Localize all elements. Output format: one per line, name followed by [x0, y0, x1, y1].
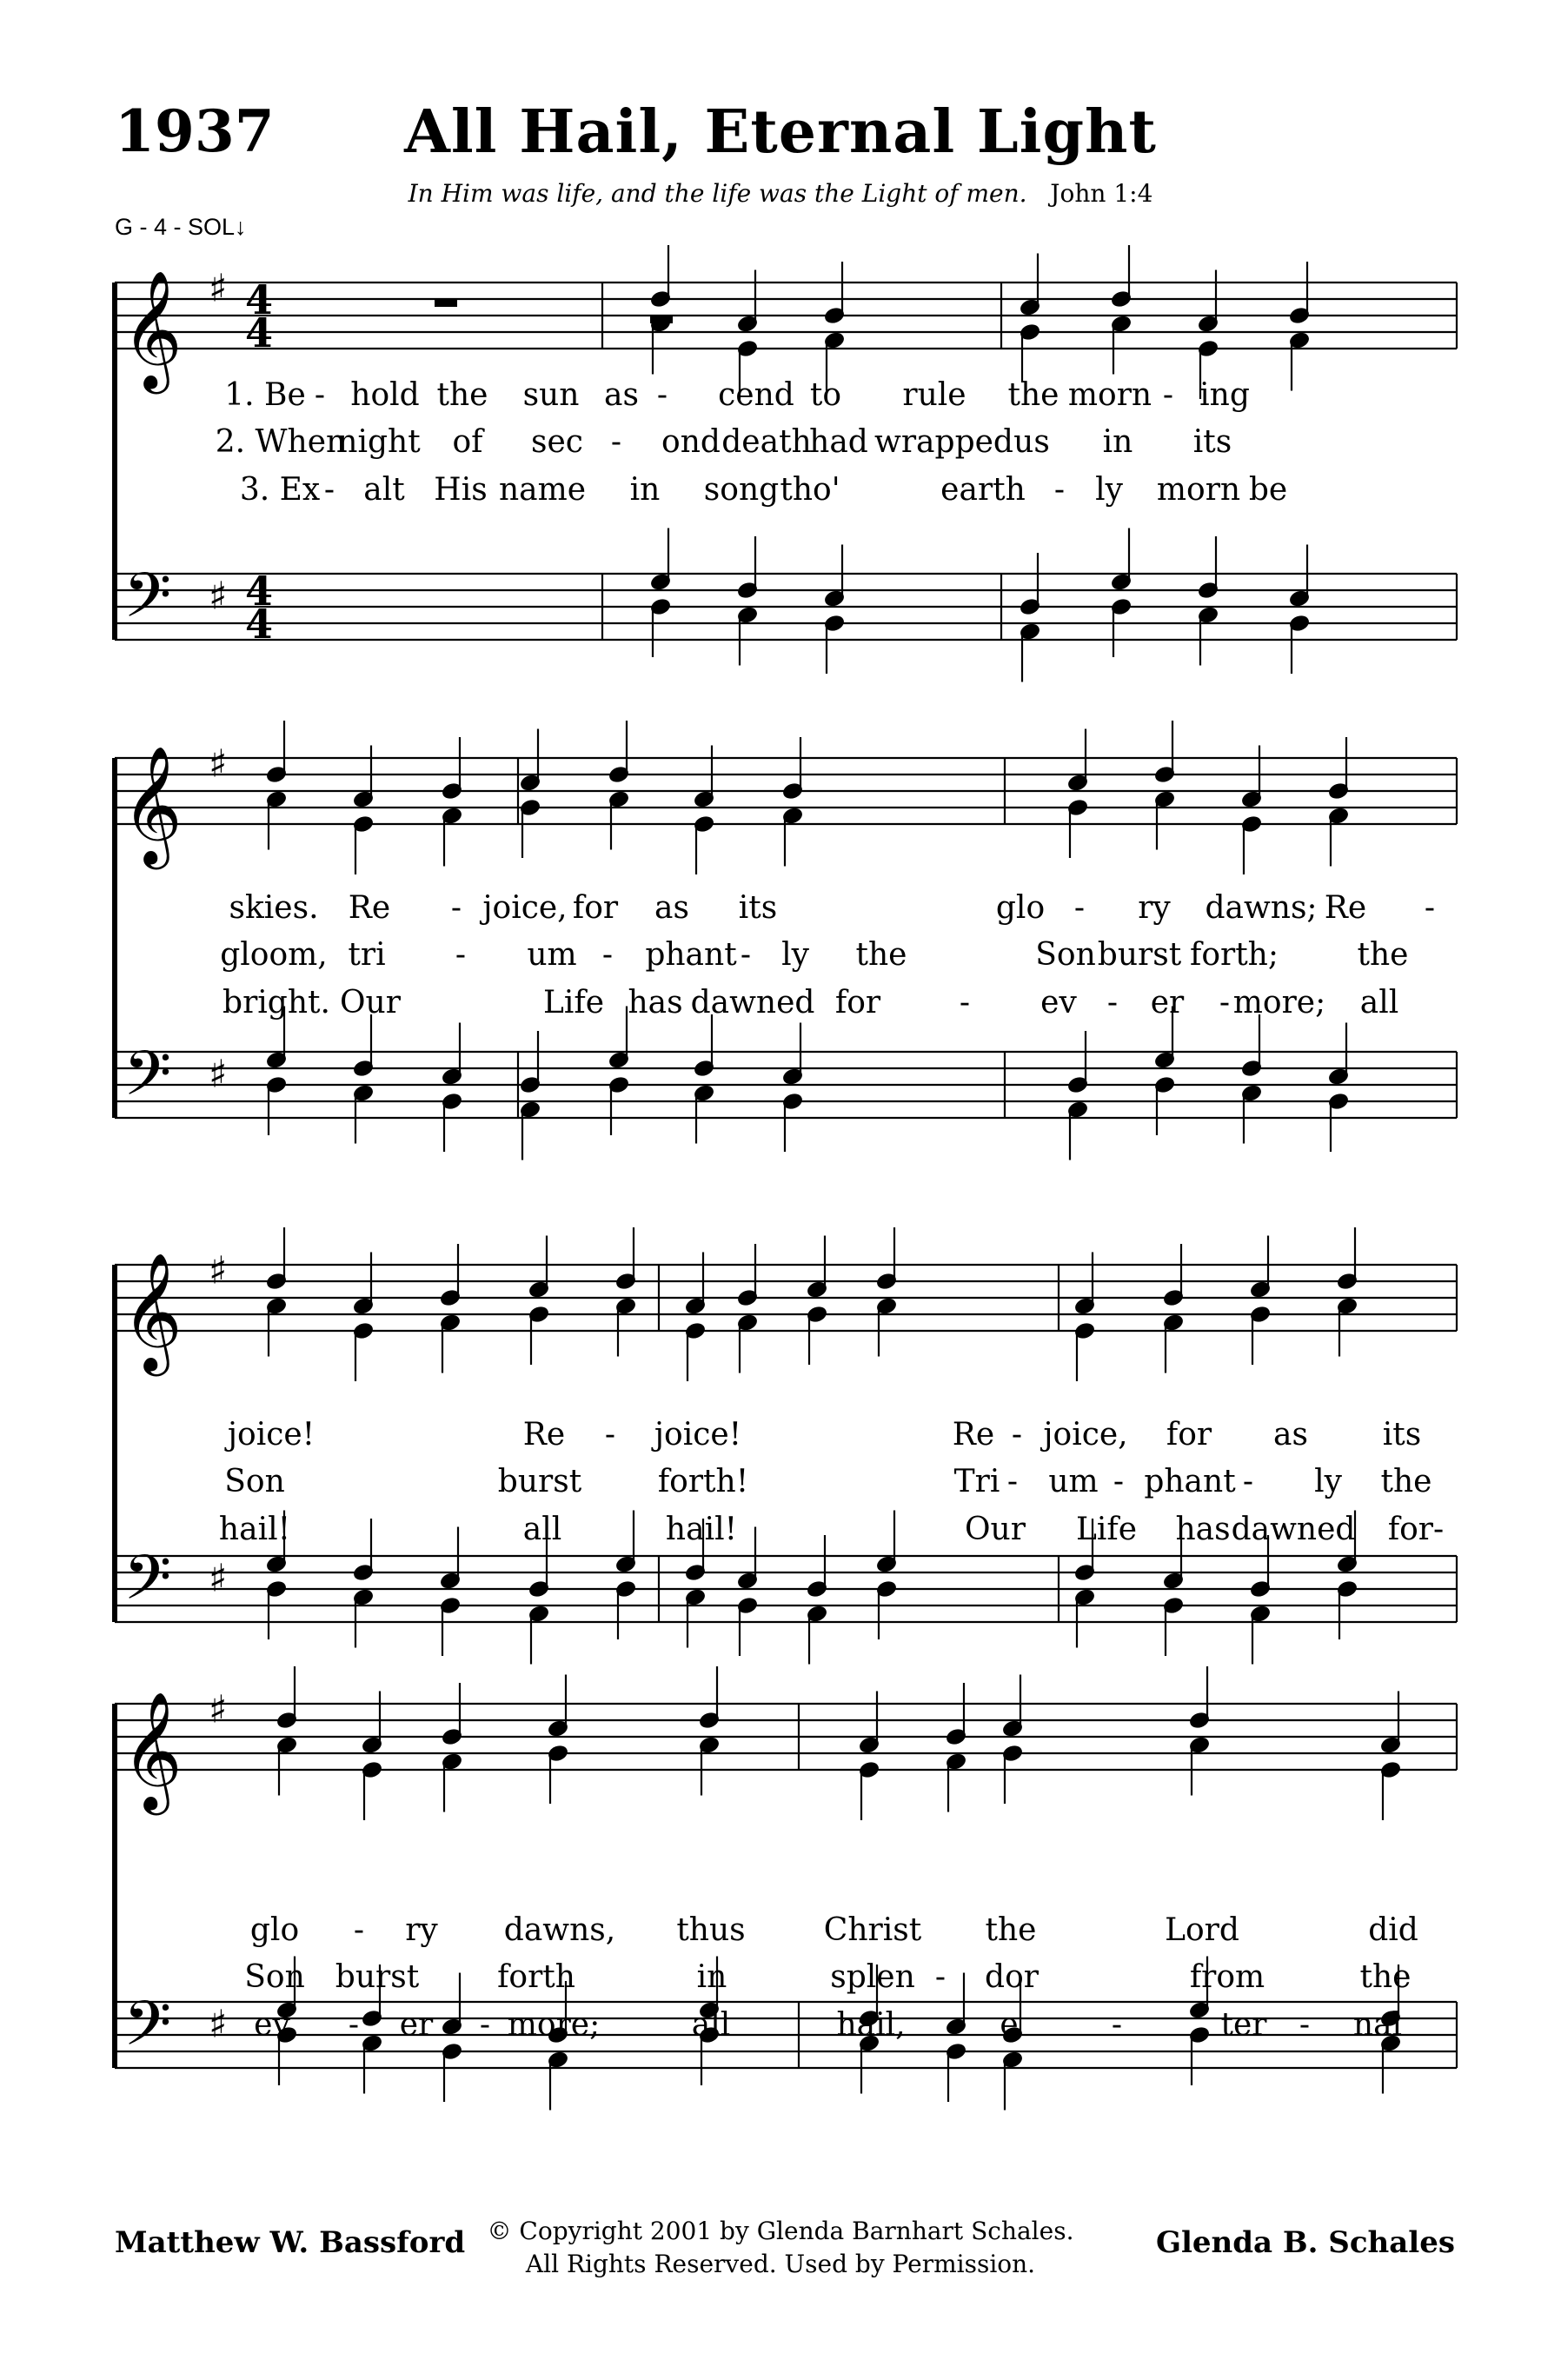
lyric-syllable: - — [604, 1417, 616, 1453]
lyric-syllable: bright. — [223, 985, 330, 1020]
lyric-syllable: has — [1175, 1512, 1231, 1547]
time-signature: 4 — [245, 276, 274, 323]
lyric-syllable: - — [323, 472, 335, 508]
lyric-syllable: all — [691, 2007, 731, 2043]
lyric-syllable: skies. — [229, 890, 319, 926]
sharp-icon: ♯ — [209, 2002, 228, 2047]
lyric-syllable: forth — [497, 1959, 575, 1995]
lyric-syllable: cend — [718, 377, 794, 413]
lyric-syllable: sec — [531, 424, 583, 460]
lyric-syllable: sun — [522, 377, 580, 413]
treble-clef-icon: 𝄞 — [122, 1251, 183, 1371]
lyric-syllable: - — [1424, 890, 1436, 926]
lyric-syllable: burst — [497, 1464, 582, 1499]
lyric-syllable: 1. Be — [224, 377, 306, 413]
lyric-syllable: forth! — [657, 1464, 749, 1499]
lyric-syllable: its — [738, 890, 778, 926]
lyric-syllable: ev — [1040, 985, 1077, 1020]
lyric-syllable: its — [1192, 424, 1232, 460]
lyric-syllable: morn — [1156, 472, 1241, 508]
lyric-syllable: glo — [995, 890, 1046, 926]
lyric-syllable: ry — [1138, 890, 1171, 926]
lyric-syllable: the — [985, 1912, 1037, 1948]
lyric-syllable: - — [1162, 377, 1174, 413]
lyric-syllable: Lord — [1165, 1912, 1239, 1948]
scripture-quote: In Him was life, and the life was the Light of men. — [408, 179, 1027, 208]
lyric-syllable: 2. When — [215, 424, 347, 460]
lyric-syllable: - — [1299, 2007, 1311, 2043]
lyric-syllable: tri — [348, 937, 386, 973]
lyric-syllable: its — [1382, 1417, 1422, 1453]
lyric-syllable: ev — [254, 2007, 290, 2043]
lyric-syllable: in — [1102, 424, 1133, 460]
lyric-syllable: us — [1013, 424, 1050, 460]
lyric-syllable: - — [348, 2007, 360, 2043]
lyric-syllable: the — [1380, 1464, 1432, 1499]
whole-rest-icon — [435, 299, 457, 307]
lyric-syllable: - — [1006, 1464, 1019, 1499]
words-author: Matthew W. Bassford — [115, 2225, 466, 2260]
lyric-syllable: as — [604, 377, 639, 413]
lyric-syllable: 3. Ex — [239, 472, 321, 508]
lyric-syllable: for — [1166, 1417, 1212, 1453]
hymn-number: 1937 — [115, 97, 275, 165]
lyric-syllable: Tri — [953, 1464, 1000, 1499]
lyric-syllable: Life — [542, 985, 605, 1020]
lyric-syllable: phant — [1144, 1464, 1236, 1499]
lyric-syllable: in — [696, 1959, 727, 1995]
lyric-syllable: hail, — [836, 2007, 906, 2043]
lyric-syllable: ter — [1220, 2007, 1267, 2043]
lyric-syllable: for- — [1387, 1512, 1445, 1547]
lyric-syllable: ond — [661, 424, 721, 460]
lyric-syllable: - — [656, 377, 668, 413]
lyric-syllable: Life — [1075, 1512, 1138, 1547]
lyric-syllable: had — [809, 424, 868, 460]
lyric-syllable: - — [610, 424, 622, 460]
lyric-syllable: nal — [1352, 2007, 1403, 2043]
sharp-icon: ♯ — [209, 1687, 228, 1732]
lyric-syllable: wrapped — [874, 424, 1013, 460]
lyric-syllable: ly — [781, 937, 809, 973]
lyric-syllable: burst — [335, 1959, 420, 1995]
lyric-syllable: gloom, — [220, 937, 328, 973]
treble-clef-icon: 𝄞 — [122, 269, 183, 389]
lyric-syllable: ry — [405, 1912, 438, 1948]
lyric-syllable: dawns; — [1205, 890, 1318, 926]
lyric-syllable: tho' — [780, 472, 840, 508]
lyric-syllable: - — [959, 985, 971, 1020]
lyric-syllable: - — [1053, 472, 1066, 508]
lyric-syllable: - — [1106, 985, 1119, 1020]
lyric-syllable: all — [522, 1512, 562, 1547]
lyric-syllable: in — [629, 472, 661, 508]
lyric-syllable: Son — [244, 1959, 305, 1995]
lyric-syllable: dawns, — [503, 1912, 616, 1948]
lyric-syllable: joice! — [227, 1417, 316, 1453]
lyric-syllable: alt — [363, 472, 405, 508]
lyric-syllable: dawned — [1231, 1512, 1356, 1547]
copyright-line-2: All Rights Reserved. Used by Permission. — [525, 2250, 1036, 2278]
lyric-syllable: phant — [645, 937, 737, 973]
sharp-icon: ♯ — [209, 574, 228, 619]
lyric-syllable: death — [721, 424, 812, 460]
lyric-syllable: - — [1111, 2007, 1123, 2043]
lyric-syllable: - — [740, 937, 752, 973]
lyric-syllable: er — [1150, 985, 1185, 1020]
lyric-syllable: Re — [348, 890, 391, 926]
lyric-syllable: joice! — [654, 1417, 742, 1453]
time-signature: 4 — [245, 601, 274, 648]
lyric-syllable: earth — [940, 472, 1026, 508]
lyric-syllable: rule — [902, 377, 966, 413]
hymn-title: All Hail, Eternal Light — [404, 97, 1157, 167]
lyric-syllable: as — [1273, 1417, 1308, 1453]
sharp-icon: ♯ — [209, 1556, 228, 1601]
lyric-syllable: Our — [340, 985, 401, 1020]
lyric-syllable: Re — [522, 1417, 566, 1453]
lyric-syllable: - — [455, 937, 467, 973]
lyric-syllable: Son — [224, 1464, 285, 1499]
lyric-syllable: - — [1219, 985, 1231, 1020]
lyric-syllable: er — [399, 2007, 434, 2043]
lyric-syllable: um — [1048, 1464, 1099, 1499]
lyric-syllable: has — [628, 985, 683, 1020]
lyric-syllable: morn — [1067, 377, 1152, 413]
lyric-syllable: hold — [350, 377, 420, 413]
lyric-syllable: - — [314, 377, 326, 413]
lyric-syllable: more; — [507, 2007, 601, 2043]
lyric-syllable: - — [1113, 1464, 1125, 1499]
lyric-syllable: song — [703, 472, 780, 508]
lyric-syllable: dor — [985, 1959, 1039, 1995]
lyric-syllable: from — [1189, 1959, 1265, 1995]
time-signature: 4 — [245, 568, 274, 615]
lyric-syllable: night — [337, 424, 421, 460]
lyric-syllable: to — [809, 377, 842, 413]
music-composer: Glenda B. Schales — [1155, 2225, 1455, 2260]
lyric-syllable: dawned — [690, 985, 815, 1020]
lyric-syllable: as — [654, 890, 689, 926]
lyric-syllable: - — [601, 937, 614, 973]
lyric-syllable: more; — [1232, 985, 1326, 1020]
lyric-syllable: - — [450, 890, 462, 926]
lyric-syllable: - — [1242, 1464, 1254, 1499]
bass-clef-icon: 𝄢 — [123, 1542, 172, 1629]
sharp-icon: ♯ — [209, 1248, 228, 1293]
sharp-icon: ♯ — [209, 266, 228, 311]
lyric-syllable: of — [452, 424, 483, 460]
time-signature: 4 — [245, 309, 274, 356]
lyric-syllable: ly — [1095, 472, 1123, 508]
lyric-syllable: the — [1357, 937, 1409, 973]
lyric-syllable: the — [855, 937, 907, 973]
key-signature-label: G - 4 - SOL↓ — [115, 214, 247, 240]
lyric-syllable: the — [1007, 377, 1059, 413]
lyric-syllable: - — [934, 1959, 947, 1995]
lyric-syllable: um — [527, 937, 577, 973]
lyric-syllable: joice, — [482, 890, 568, 926]
lyric-syllable: Son — [1035, 937, 1096, 973]
lyric-syllable: - — [479, 2007, 491, 2043]
lyric-syllable: ly — [1314, 1464, 1342, 1499]
lyric-syllable: hail! — [218, 1512, 291, 1547]
sharp-icon: ♯ — [209, 741, 228, 787]
lyric-syllable: Christ — [823, 1912, 922, 1948]
lyric-syllable: Our — [965, 1512, 1026, 1547]
bass-clef-icon: 𝄢 — [123, 1038, 172, 1125]
lyric-syllable: Re — [1324, 890, 1367, 926]
copyright-line-1: © Copyright 2001 by Glenda Barnhart Schales. — [487, 2217, 1074, 2245]
lyric-syllable: His — [434, 472, 488, 508]
lyric-syllable: burst — [1097, 937, 1182, 973]
lyric-syllable: for — [572, 890, 619, 926]
sharp-icon: ♯ — [209, 1052, 228, 1097]
lyric-syllable: joice, — [1043, 1417, 1128, 1453]
lyric-syllable: forth; — [1190, 937, 1279, 973]
lyric-syllable: name — [498, 472, 587, 508]
lyric-syllable: glo — [249, 1912, 300, 1948]
lyric-syllable: - — [1011, 1417, 1023, 1453]
lyric-syllable: thus — [676, 1912, 746, 1948]
lyric-syllable: - — [353, 1912, 365, 1948]
bass-clef-icon: 𝄢 — [123, 1988, 172, 2075]
treble-clef-icon: 𝄞 — [122, 744, 183, 864]
lyric-syllable: did — [1368, 1912, 1418, 1948]
lyric-syllable: for — [834, 985, 881, 1020]
lyric-syllable: splen — [830, 1959, 915, 1995]
treble-clef-icon: 𝄞 — [122, 1690, 183, 1810]
lyric-syllable: e — [1000, 2007, 1019, 2043]
lyric-syllable: hail! — [665, 1512, 738, 1547]
bass-clef-icon: 𝄢 — [123, 560, 172, 647]
scripture-reference: John 1:4 — [1050, 179, 1153, 208]
half-rest-icon — [650, 316, 673, 323]
lyric-syllable: ing — [1199, 377, 1250, 413]
lyric-syllable: the — [436, 377, 488, 413]
lyric-syllable: the — [1359, 1959, 1412, 1995]
lyric-syllable: all — [1359, 985, 1399, 1020]
lyric-syllable: - — [1073, 890, 1086, 926]
lyric-syllable: Re — [952, 1417, 995, 1453]
lyric-syllable: be — [1248, 472, 1288, 508]
